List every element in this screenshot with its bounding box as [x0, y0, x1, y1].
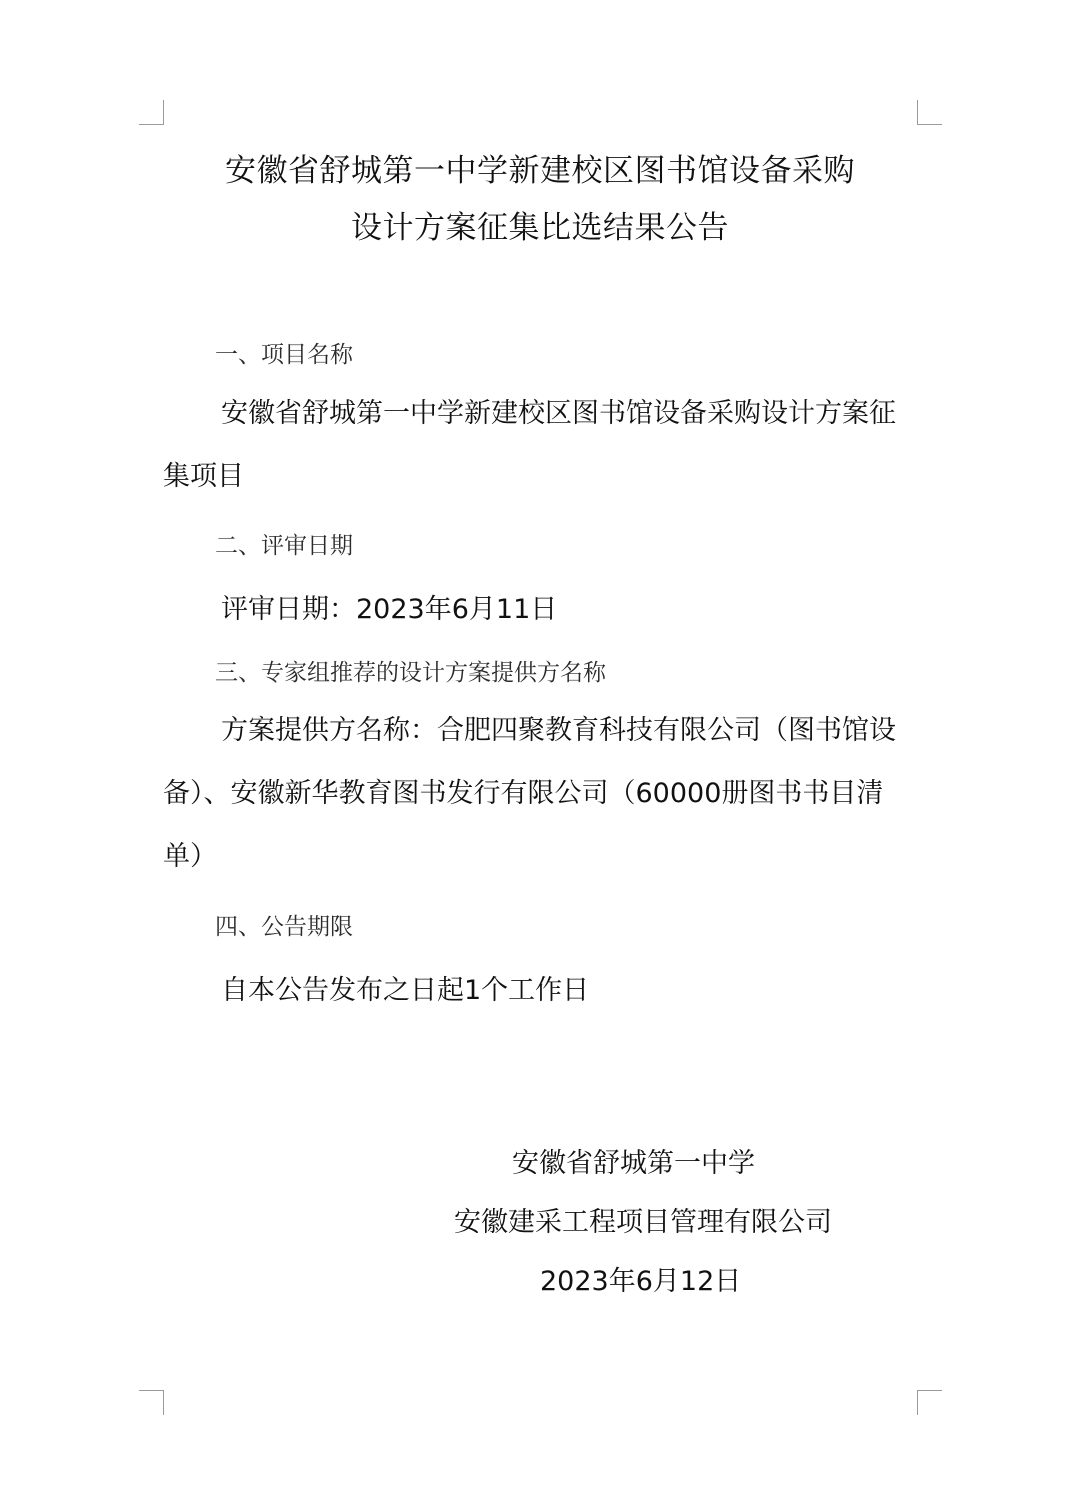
corner-mark-bottom-right: [917, 1390, 942, 1415]
document-title-line-1: 安徽省舒城第一中学新建校区图书馆设备采购: [225, 153, 855, 189]
section-content-review-date: 评审日期：2023年6月11日: [221, 594, 558, 625]
corner-mark-top-left: [139, 100, 164, 125]
corner-mark-bottom-left: [139, 1390, 164, 1415]
section-heading-recommended-provider: 三、专家组推荐的设计方案提供方名称: [215, 660, 606, 686]
signature-org-agency: 安徽建采工程项目管理有限公司: [454, 1207, 832, 1238]
section-heading-review-date: 二、评审日期: [215, 533, 353, 559]
section-content-notice-period: 自本公告发布之日起1个工作日: [221, 975, 590, 1006]
section-content-recommended-provider: 方案提供方名称：合肥四聚教育科技有限公司（图书馆设备）、安徽新华教育图书发行有限公司（60000册图书书目清单）: [163, 715, 896, 872]
signature-org-school: 安徽省舒城第一中学: [512, 1148, 755, 1179]
section-content-project-name: 安徽省舒城第一中学新建校区图书馆设备采购设计方案征集项目: [163, 398, 896, 492]
section-heading-notice-period: 四、公告期限: [215, 914, 353, 940]
corner-mark-top-right: [917, 100, 942, 125]
document-title-line-2: 设计方案征集比选结果公告: [351, 210, 729, 246]
section-heading-project-name: 一、项目名称: [215, 342, 353, 368]
signature-date: 2023年6月12日: [540, 1266, 742, 1297]
